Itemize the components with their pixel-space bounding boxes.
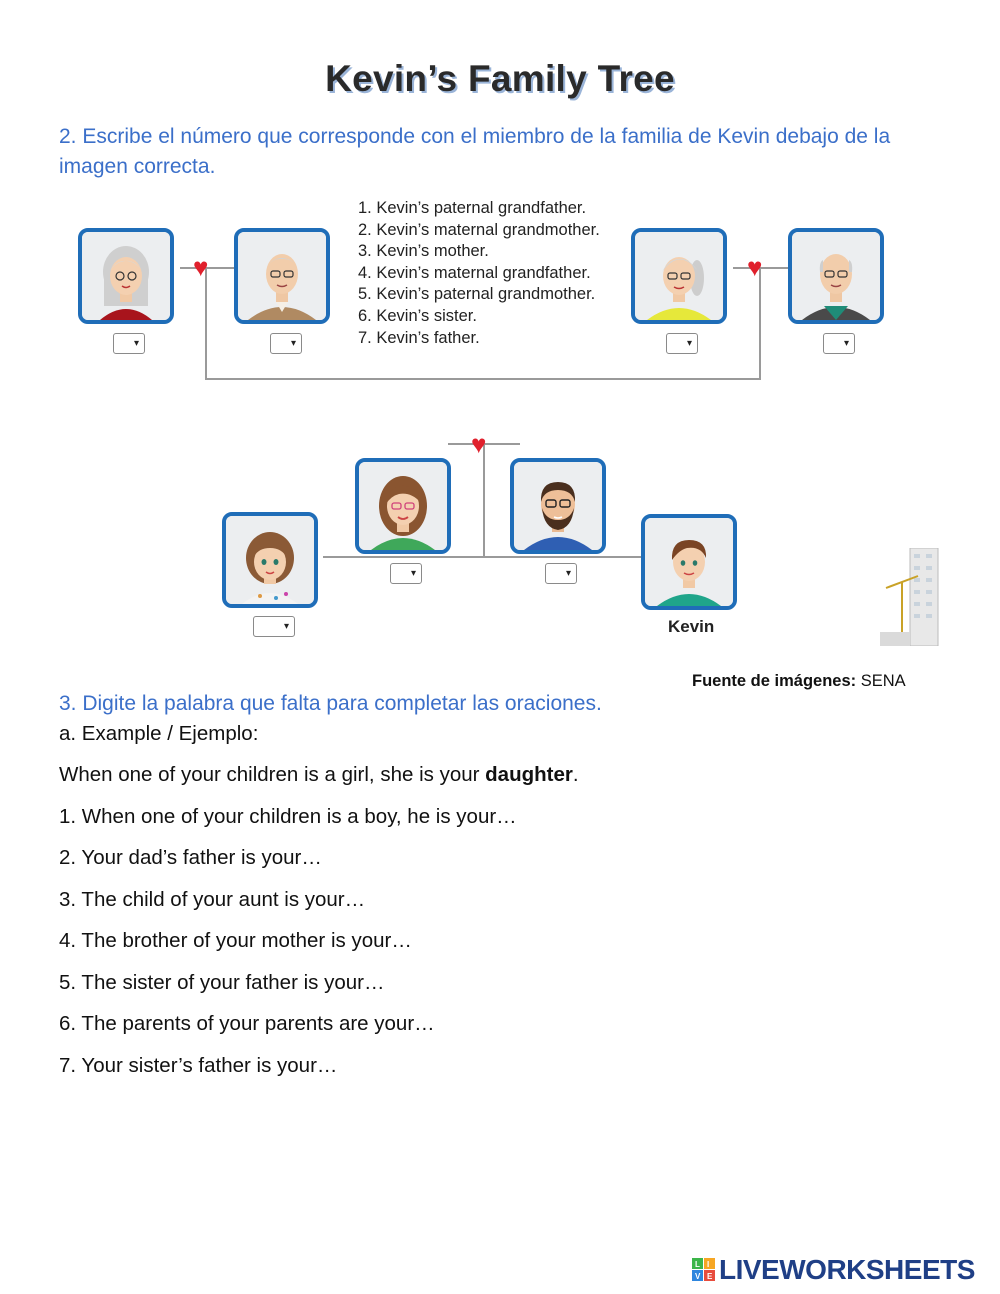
svg-text:I: I (707, 1260, 710, 1269)
answer-dropdown-grandfather-right[interactable] (823, 333, 855, 354)
legend-item: 1. Kevin’s paternal grandfather. (358, 199, 587, 217)
portrait-kevin (641, 514, 737, 610)
answer-dropdown-grandfather-left[interactable] (270, 333, 302, 354)
sentence-item: 4. The brother of your mother is your… (59, 929, 412, 952)
chevron-down-icon: ▾ (565, 568, 571, 579)
image-source (692, 672, 906, 691)
legend-item: 7. Kevin’s father. (358, 328, 480, 347)
source-label: Fuente de imágenes: (692, 672, 857, 690)
example-sentence (59, 763, 579, 787)
legend-item: 2. Kevin’s maternal grandmother. (358, 220, 600, 239)
member-legend (358, 198, 600, 349)
svg-text:V: V (695, 1272, 701, 1281)
brand-name: LIVEWORKSHEETS (719, 1254, 975, 1285)
svg-text:L: L (695, 1260, 700, 1269)
portrait-grandfather-left (234, 228, 330, 324)
portrait-mother (355, 458, 451, 554)
portrait-grandmother-right (631, 228, 727, 324)
heart-icon: ♥ (193, 252, 209, 282)
example-end: . (572, 763, 579, 786)
legend-item: 3. Kevin’s mother. (358, 242, 489, 261)
connector-line (323, 556, 643, 558)
portrait-grandfather-right (788, 228, 884, 324)
page-title: Kevin’s Family Tree (325, 58, 675, 99)
sentence-item: 7. Your sister’s father is your… (59, 1054, 338, 1077)
svg-text:E: E (707, 1272, 713, 1281)
heart-icon: ♥ (747, 252, 763, 282)
liveworksheets-logo (692, 1254, 975, 1286)
chevron-down-icon: ▾ (133, 338, 139, 349)
answer-dropdown-grandmother-left[interactable] (113, 333, 145, 354)
sentence-item: 3. The child of your aunt is your… (59, 888, 366, 911)
question-2-text: 2. Escribe el número que corresponde con el miembro de la familia de Kevin debajo de la imagen correcta. (59, 125, 891, 178)
connector-line (205, 378, 761, 380)
kevin-label: Kevin (668, 617, 715, 636)
source-value: SENA (860, 672, 906, 690)
liveworksheets-icon (692, 1258, 716, 1282)
sentence-item: 5. The sister of your father is your… (59, 971, 385, 994)
answer-dropdown-sister[interactable] (253, 616, 295, 637)
connector-line (483, 444, 485, 557)
chevron-down-icon: ▾ (686, 338, 692, 349)
chevron-down-icon: ▾ (410, 568, 416, 579)
building-image (878, 548, 942, 651)
sentence-item: 6. The parents of your parents are your… (59, 1012, 435, 1035)
connector-line (205, 268, 207, 380)
sentence-item: 1. When one of your children is a boy, he is your… (59, 805, 517, 828)
heart-icon: ♥ (471, 429, 487, 459)
portrait-father (510, 458, 606, 554)
answer-dropdown-grandmother-right[interactable] (666, 333, 698, 354)
chevron-down-icon: ▾ (843, 338, 849, 349)
example-answer: daughter (485, 763, 573, 786)
legend-item: 4. Kevin’s maternal grandfather. (358, 263, 591, 282)
question-3-text: 3. Digite la palabra que falta para completar las oraciones. (59, 692, 602, 715)
legend-item: 5. Kevin’s paternal grandmother. (358, 285, 596, 304)
sentence-item: 2. Your dad’s father is your… (59, 846, 322, 869)
chevron-down-icon: ▾ (290, 338, 296, 349)
answer-dropdown-father[interactable] (545, 563, 577, 584)
answer-dropdown-mother[interactable] (390, 563, 422, 584)
portrait-grandmother-left (78, 228, 174, 324)
example-text: When one of your children is a girl, she is your (59, 763, 486, 786)
connector-line (759, 268, 761, 380)
portrait-sister (222, 512, 318, 608)
chevron-down-icon: ▾ (283, 621, 289, 632)
legend-item: 6. Kevin’s sister. (358, 306, 477, 325)
example-label: a. Example / Ejemplo: (59, 722, 259, 745)
